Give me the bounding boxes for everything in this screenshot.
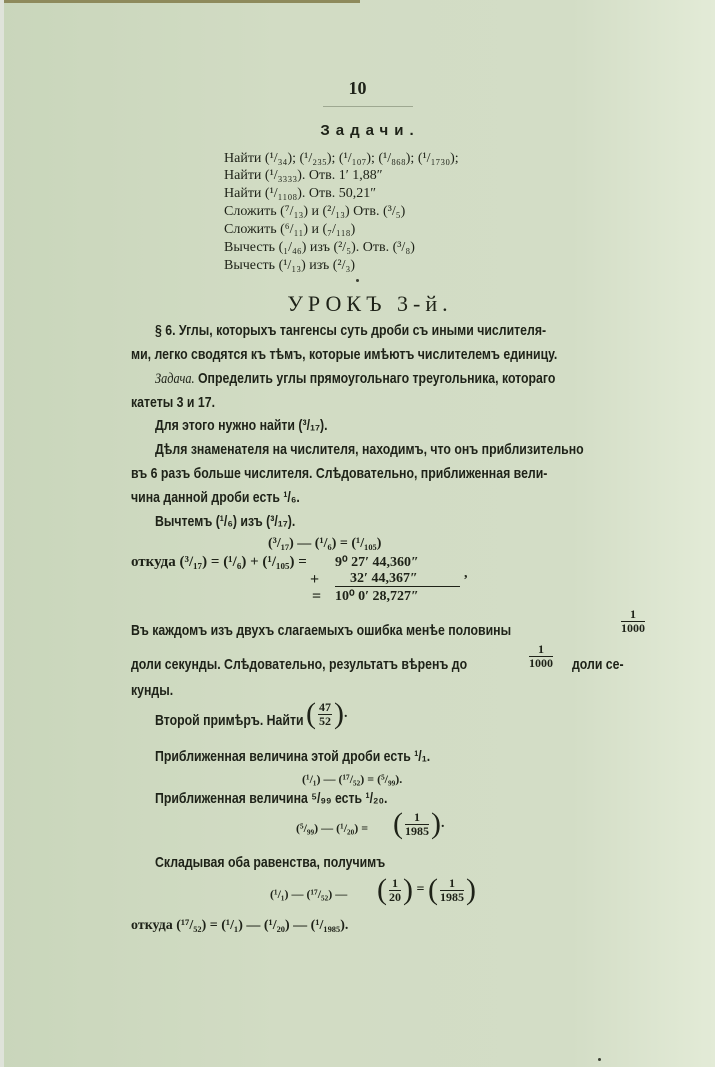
equation-1: (³/₁₇) — (¹/₆) = (¹/₁₀₅) xyxy=(268,536,382,551)
task-item: Найти (¹/₃₃₃₃). Отв. 1′ 1,88″ xyxy=(224,168,383,183)
task-item: Вычесть (₁/₄₆) изъ (²/₅). Отв. (³/₈) xyxy=(224,240,415,255)
sum-rule xyxy=(335,586,460,587)
paragraph-line: Вычтемъ (¹/₆) изъ (³/₁₇). xyxy=(155,513,296,530)
equation-3-comma: , xyxy=(464,566,468,581)
equation-2-value: 9⁰ 27′ 44,360″ xyxy=(335,555,419,570)
equation-8: откуда (¹⁷/₅₂) = (¹/₁) — (¹/₂₀) — (¹/₁₉₈₅). xyxy=(131,918,349,933)
task-item: Сложить (⁷/₁₃) и (²/₁₃) Отв. (³/₅) xyxy=(224,204,406,219)
scan-speck xyxy=(356,279,359,282)
equation-2-prefix: откуда (³/₁₇) = (¹/₆) + (¹/₁₀₅) = xyxy=(131,554,307,570)
equation-4-value: 10⁰ 0′ 28,727″ xyxy=(335,589,419,604)
paragraph-line: § 6. Углы, которыхъ тангенсы суть дроби съ иными числителя- xyxy=(155,322,547,339)
page-number: 10 xyxy=(348,78,367,98)
paragraph-line: Въ каждомъ изъ двухъ слагаемыхъ ошибка менѣе половины xyxy=(131,622,512,639)
fraction-1985: ( $\frac{1}{1985}$ ). xyxy=(393,807,445,840)
zadacha-text: Определить углы прямоугольнаго треугольника, котораго xyxy=(197,370,556,387)
scan-speck xyxy=(598,1058,601,1061)
fraction-1000: $\frac{1}{1000}$ xyxy=(621,607,645,635)
equation-7-fractions: ( $\frac{1}{20}$ ) = ( $\frac{1}{1985}$ ) xyxy=(377,873,476,906)
fraction-1000: $\frac{1}{1000}$ xyxy=(529,642,553,670)
paragraph-line: Дѣля знаменателя на числителя, находимъ, что онъ приблизительно xyxy=(155,441,584,458)
paragraph-line: доли се- xyxy=(572,656,624,673)
lesson-heading: УРОКЪ 3-й. xyxy=(287,291,453,316)
task-item: Вычесть (¹/₁₃) изъ (²/₃) xyxy=(224,258,356,273)
paragraph-line: Второй примѣръ. Найти xyxy=(155,712,304,729)
equation-6-left: (⁵/₉₉) — (¹/₂₀) = xyxy=(296,821,369,835)
paragraph-line: кунды. xyxy=(131,682,174,699)
paragraph-line: чина данной дроби есть ¹/₆. xyxy=(131,489,300,506)
paragraph-line: доли секунды. Слѣдовательно, результатъ вѣренъ до xyxy=(131,656,468,673)
equation-5: (¹/₁) — (¹⁷/₅₂) = (⁵/₉₉). xyxy=(302,772,403,786)
paragraph-line: Приближенная величина этой дроби есть ¹/₁. xyxy=(155,748,431,765)
task-item: Найти (¹/₁₁₀₈). Отв. 50,21″ xyxy=(224,186,377,201)
zadacha-label: Задача. xyxy=(155,371,195,387)
section-heading-tasks: Задачи. xyxy=(320,122,420,139)
paragraph-line xyxy=(155,370,555,388)
equation-3-value: 32′ 44,367″ xyxy=(350,571,418,586)
fraction-47-52: ( $\frac{47}{52}$ ). xyxy=(306,697,348,730)
task-item: Сложить (⁶/₁₁) и (₇/₁₁₈) xyxy=(224,222,356,237)
paragraph-line: Приближенная величина ⁵/₉₉ есть ¹/₂₀. xyxy=(155,790,388,807)
equation-4-eq: = xyxy=(312,588,322,605)
equation-7-left: (¹/₁) — (¹⁷/₅₂) — xyxy=(270,887,348,901)
equation-3-plus: + xyxy=(310,571,320,588)
paragraph-line: Для этого нужно найти (³/₁₇). xyxy=(155,417,328,434)
paragraph-line: ми, легко сводятся къ тѣмъ, которые имѣютъ числителемъ единицу. xyxy=(131,346,558,363)
header-rule xyxy=(323,106,413,107)
paragraph-line: Складывая оба равенства, получимъ xyxy=(155,854,386,871)
paragraph-line: въ 6 разъ больше числителя. Слѣдовательно, приближенная вели- xyxy=(131,465,548,482)
task-item: Найти (¹/₃₄); (¹/₂₃₅); (¹/₁₀₇); (¹/₈₆₈); (¹/₁₇₃₀); xyxy=(224,151,459,166)
paragraph-line: катеты 3 и 17. xyxy=(131,394,215,411)
